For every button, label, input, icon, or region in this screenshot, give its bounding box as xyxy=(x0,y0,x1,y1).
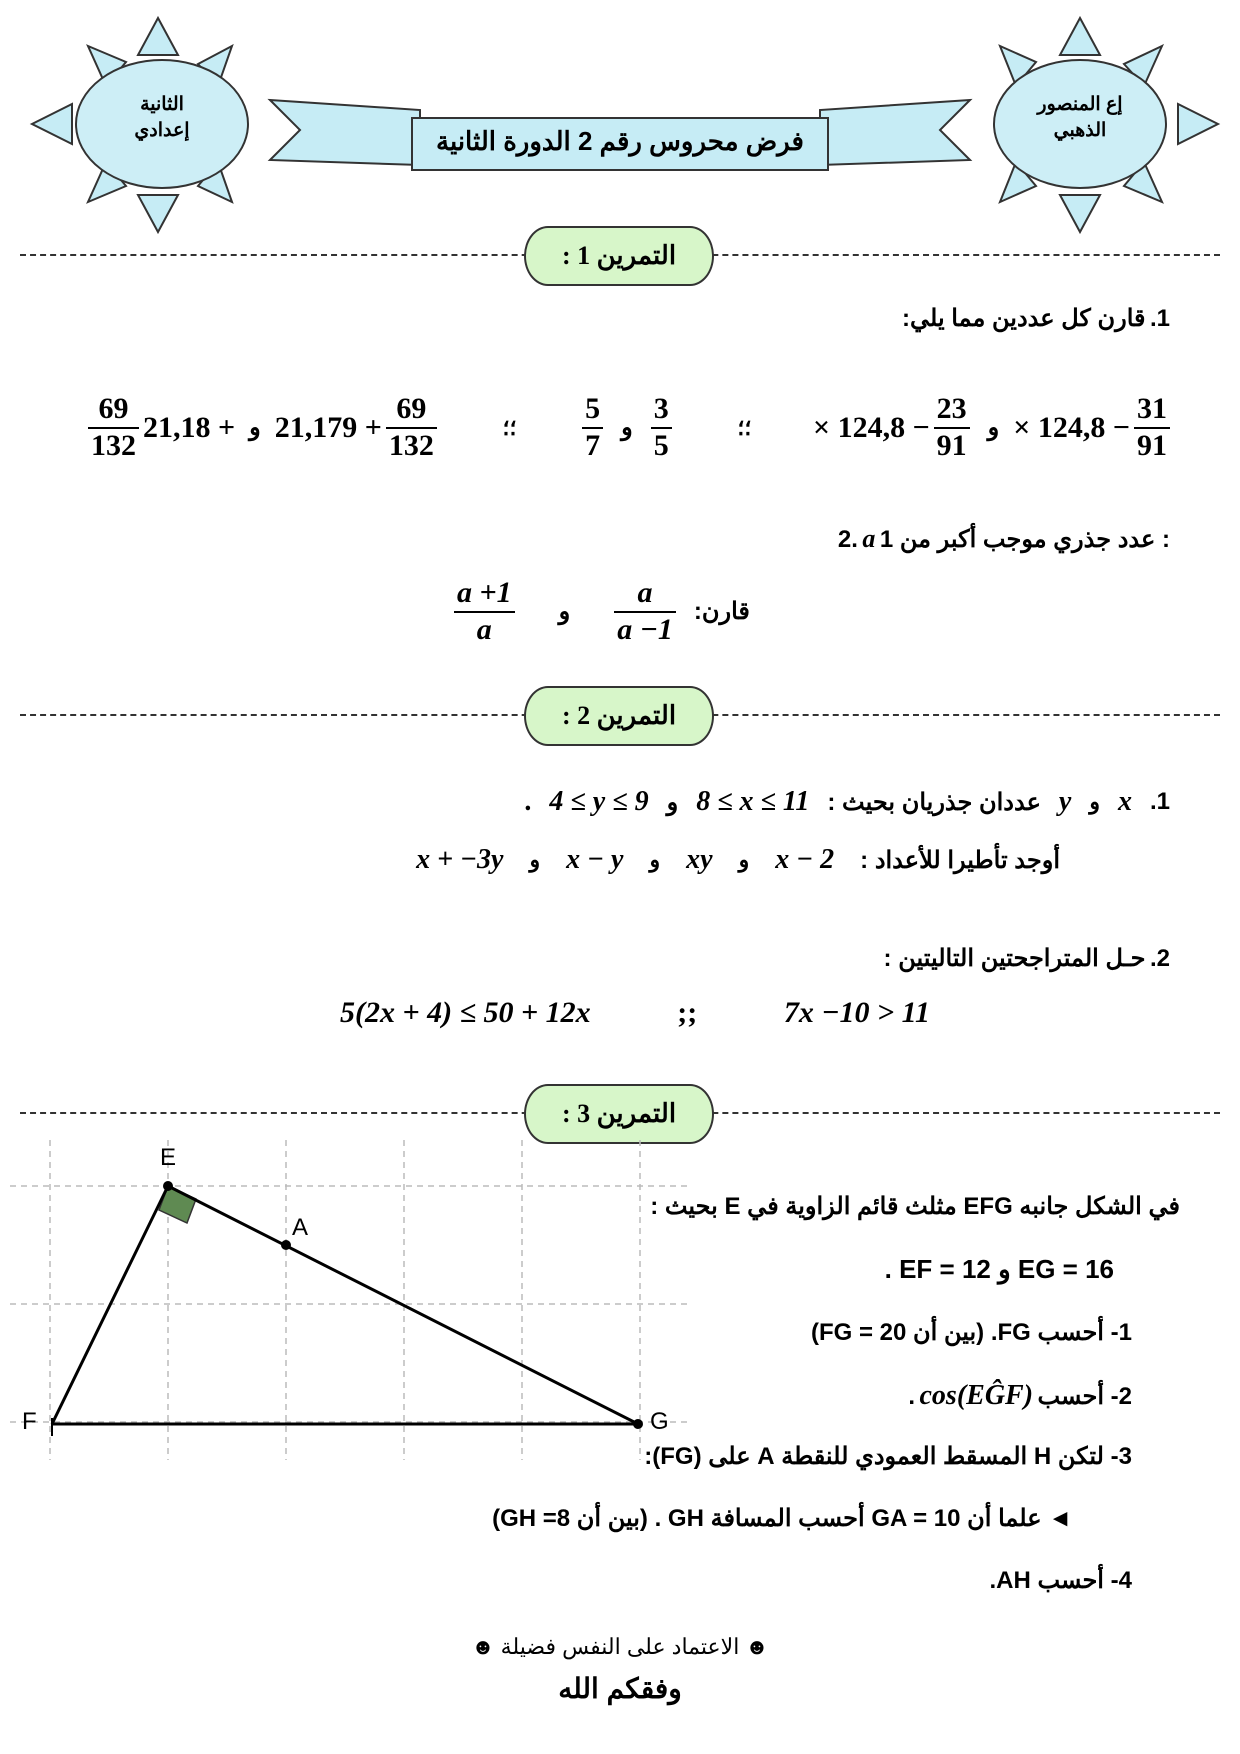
and-word: و xyxy=(649,847,661,872)
ex2-q1b xyxy=(190,844,1060,876)
ex2-q1-number: 1. xyxy=(1149,788,1170,815)
and-word: و xyxy=(666,788,679,816)
fraction: $\frac{69}{132}$ xyxy=(386,392,437,463)
pair-a-left-rest: × 124,8 − xyxy=(1013,410,1130,444)
pair-c-right-rest: 21,18 + xyxy=(143,410,236,444)
footer-wish: وفقكم الله xyxy=(558,1673,682,1704)
ex2-ineq-sep: ;; xyxy=(677,996,698,1029)
ex1-q1-text: قارن كل عددين مما يلي: xyxy=(902,305,1146,332)
ex2-ineq-x: 8 ≤ x ≤ 11 xyxy=(696,786,810,817)
ex1-q1 xyxy=(902,304,1170,333)
var-y: y xyxy=(1058,786,1072,817)
ex2-ineq1: 7x −10 > 11 xyxy=(783,996,930,1029)
ex2-q1 xyxy=(350,786,1170,818)
and-word: و xyxy=(987,415,1000,441)
ex2-inequalities xyxy=(340,996,930,1030)
compare-label: قارن: xyxy=(693,598,750,625)
ex2-expr1: x − 2 xyxy=(775,844,835,875)
page-title: فرض محروس رقم 2 الدورة الثانية xyxy=(436,126,804,156)
ex2-q1-text: عددان جذريان بحيث : xyxy=(827,788,1041,816)
header-left-badge: الثانية إعدادي xyxy=(134,94,190,141)
fraction: $\frac{5}{7}$ xyxy=(582,392,603,463)
ex1-q2 xyxy=(838,524,1170,554)
ex3-q4: 4- أحسب AH. xyxy=(989,1567,1132,1594)
ex2-expr4: x + −3y xyxy=(416,844,504,875)
fraction: $\frac{69}{132}$ xyxy=(88,392,139,463)
exercise-1-heading: التمرين 1 : xyxy=(524,226,714,286)
ex1-q2-text: عدد جذري موجب أكبر من 1 : xyxy=(879,526,1170,553)
point-label-A: A xyxy=(292,1214,309,1241)
exercise-2-heading: التمرين 2 : xyxy=(524,686,714,746)
fraction: $\frac{a}{a -1}$ xyxy=(614,576,676,647)
header-right-badge: إع المنصور الذهبي xyxy=(1037,94,1123,141)
var-a: a xyxy=(862,524,876,553)
and-word: و xyxy=(529,847,541,872)
ex2-ineq-y: 4 ≤ y ≤ 9 xyxy=(549,786,649,817)
ex2-q2 xyxy=(884,944,1170,973)
ex2-q1b-text: أوجد تأطيرا للأعداد : xyxy=(860,846,1060,874)
ex1-comparisons xyxy=(84,392,1174,463)
and-word: و xyxy=(621,415,633,441)
ex3-q1: 1- أحسب FG. (بين أن FG = 20) xyxy=(810,1319,1132,1346)
ex3-q3: 3- لتكن H المسقط العمودي للنقطة A على (FG): xyxy=(644,1443,1132,1470)
ex2-q2-text: حـل المتراجحتين التاليتين : xyxy=(883,945,1146,972)
triangle-figure xyxy=(10,1140,690,1460)
and-word: و xyxy=(738,847,750,872)
and-word: و xyxy=(558,598,571,625)
fraction: $\frac{31}{91}$ xyxy=(1134,392,1170,463)
fraction: $\frac{3}{5}$ xyxy=(651,392,672,463)
var-x: x xyxy=(1117,786,1132,817)
pair-a xyxy=(813,392,1174,463)
pair-b xyxy=(578,392,676,463)
ex3-intro: في الشكل جانبه EFG مثلث قائم الزاوية في E بحيث : xyxy=(650,1193,1180,1220)
pair-c xyxy=(84,392,441,463)
ex2-expr2: xy xyxy=(686,844,713,875)
pair-a-right-rest: × 124,8 − xyxy=(812,410,930,444)
ex3-q2-prefix: 2- أحسب xyxy=(1037,1383,1132,1410)
ex1-compare-row xyxy=(450,576,750,647)
ex2-ineq2: 5(2x + 4) ≤ 50 + 12x xyxy=(340,996,591,1029)
ex1-q1-number: 1. xyxy=(1149,305,1170,332)
pair-separator: ؛؛ xyxy=(737,414,752,440)
point-label-F: F xyxy=(22,1408,37,1435)
point-label-E: E xyxy=(160,1144,177,1171)
ex3-q2-suffix: . xyxy=(908,1383,916,1410)
footer-motto: ☻ الاعتماد على النفس فضيلة ☻ xyxy=(471,1634,769,1659)
fraction: $\frac{a +1}{a}$ xyxy=(454,576,515,647)
ex3-q2 xyxy=(908,1380,1132,1412)
ex2-dot: . xyxy=(524,786,532,817)
ex2-q2-number: 2. xyxy=(1149,945,1170,972)
and-word: و xyxy=(1089,789,1100,814)
ex3-q3-sub: ◄ علما أن GA = 10 أحسب المسافة GH . (بين أن GH =8) xyxy=(492,1505,1072,1532)
pair-c-left-rest: 21,179 + xyxy=(274,410,382,444)
ex2-expr3: x − y xyxy=(566,844,624,875)
pair-separator: ؛؛ xyxy=(502,414,517,440)
ex1-q2-number: 2. xyxy=(837,526,858,553)
ex3-q2-expr: cos(EĜF) xyxy=(919,1380,1034,1411)
point-label-G: G xyxy=(650,1408,669,1435)
exercise-3-heading: التمرين 3 : xyxy=(524,1084,714,1144)
fraction: $\frac{23}{91}$ xyxy=(934,392,970,463)
and-word: و xyxy=(249,415,261,441)
ex3-givens: . EF = 12 و EG = 16 xyxy=(884,1254,1114,1284)
